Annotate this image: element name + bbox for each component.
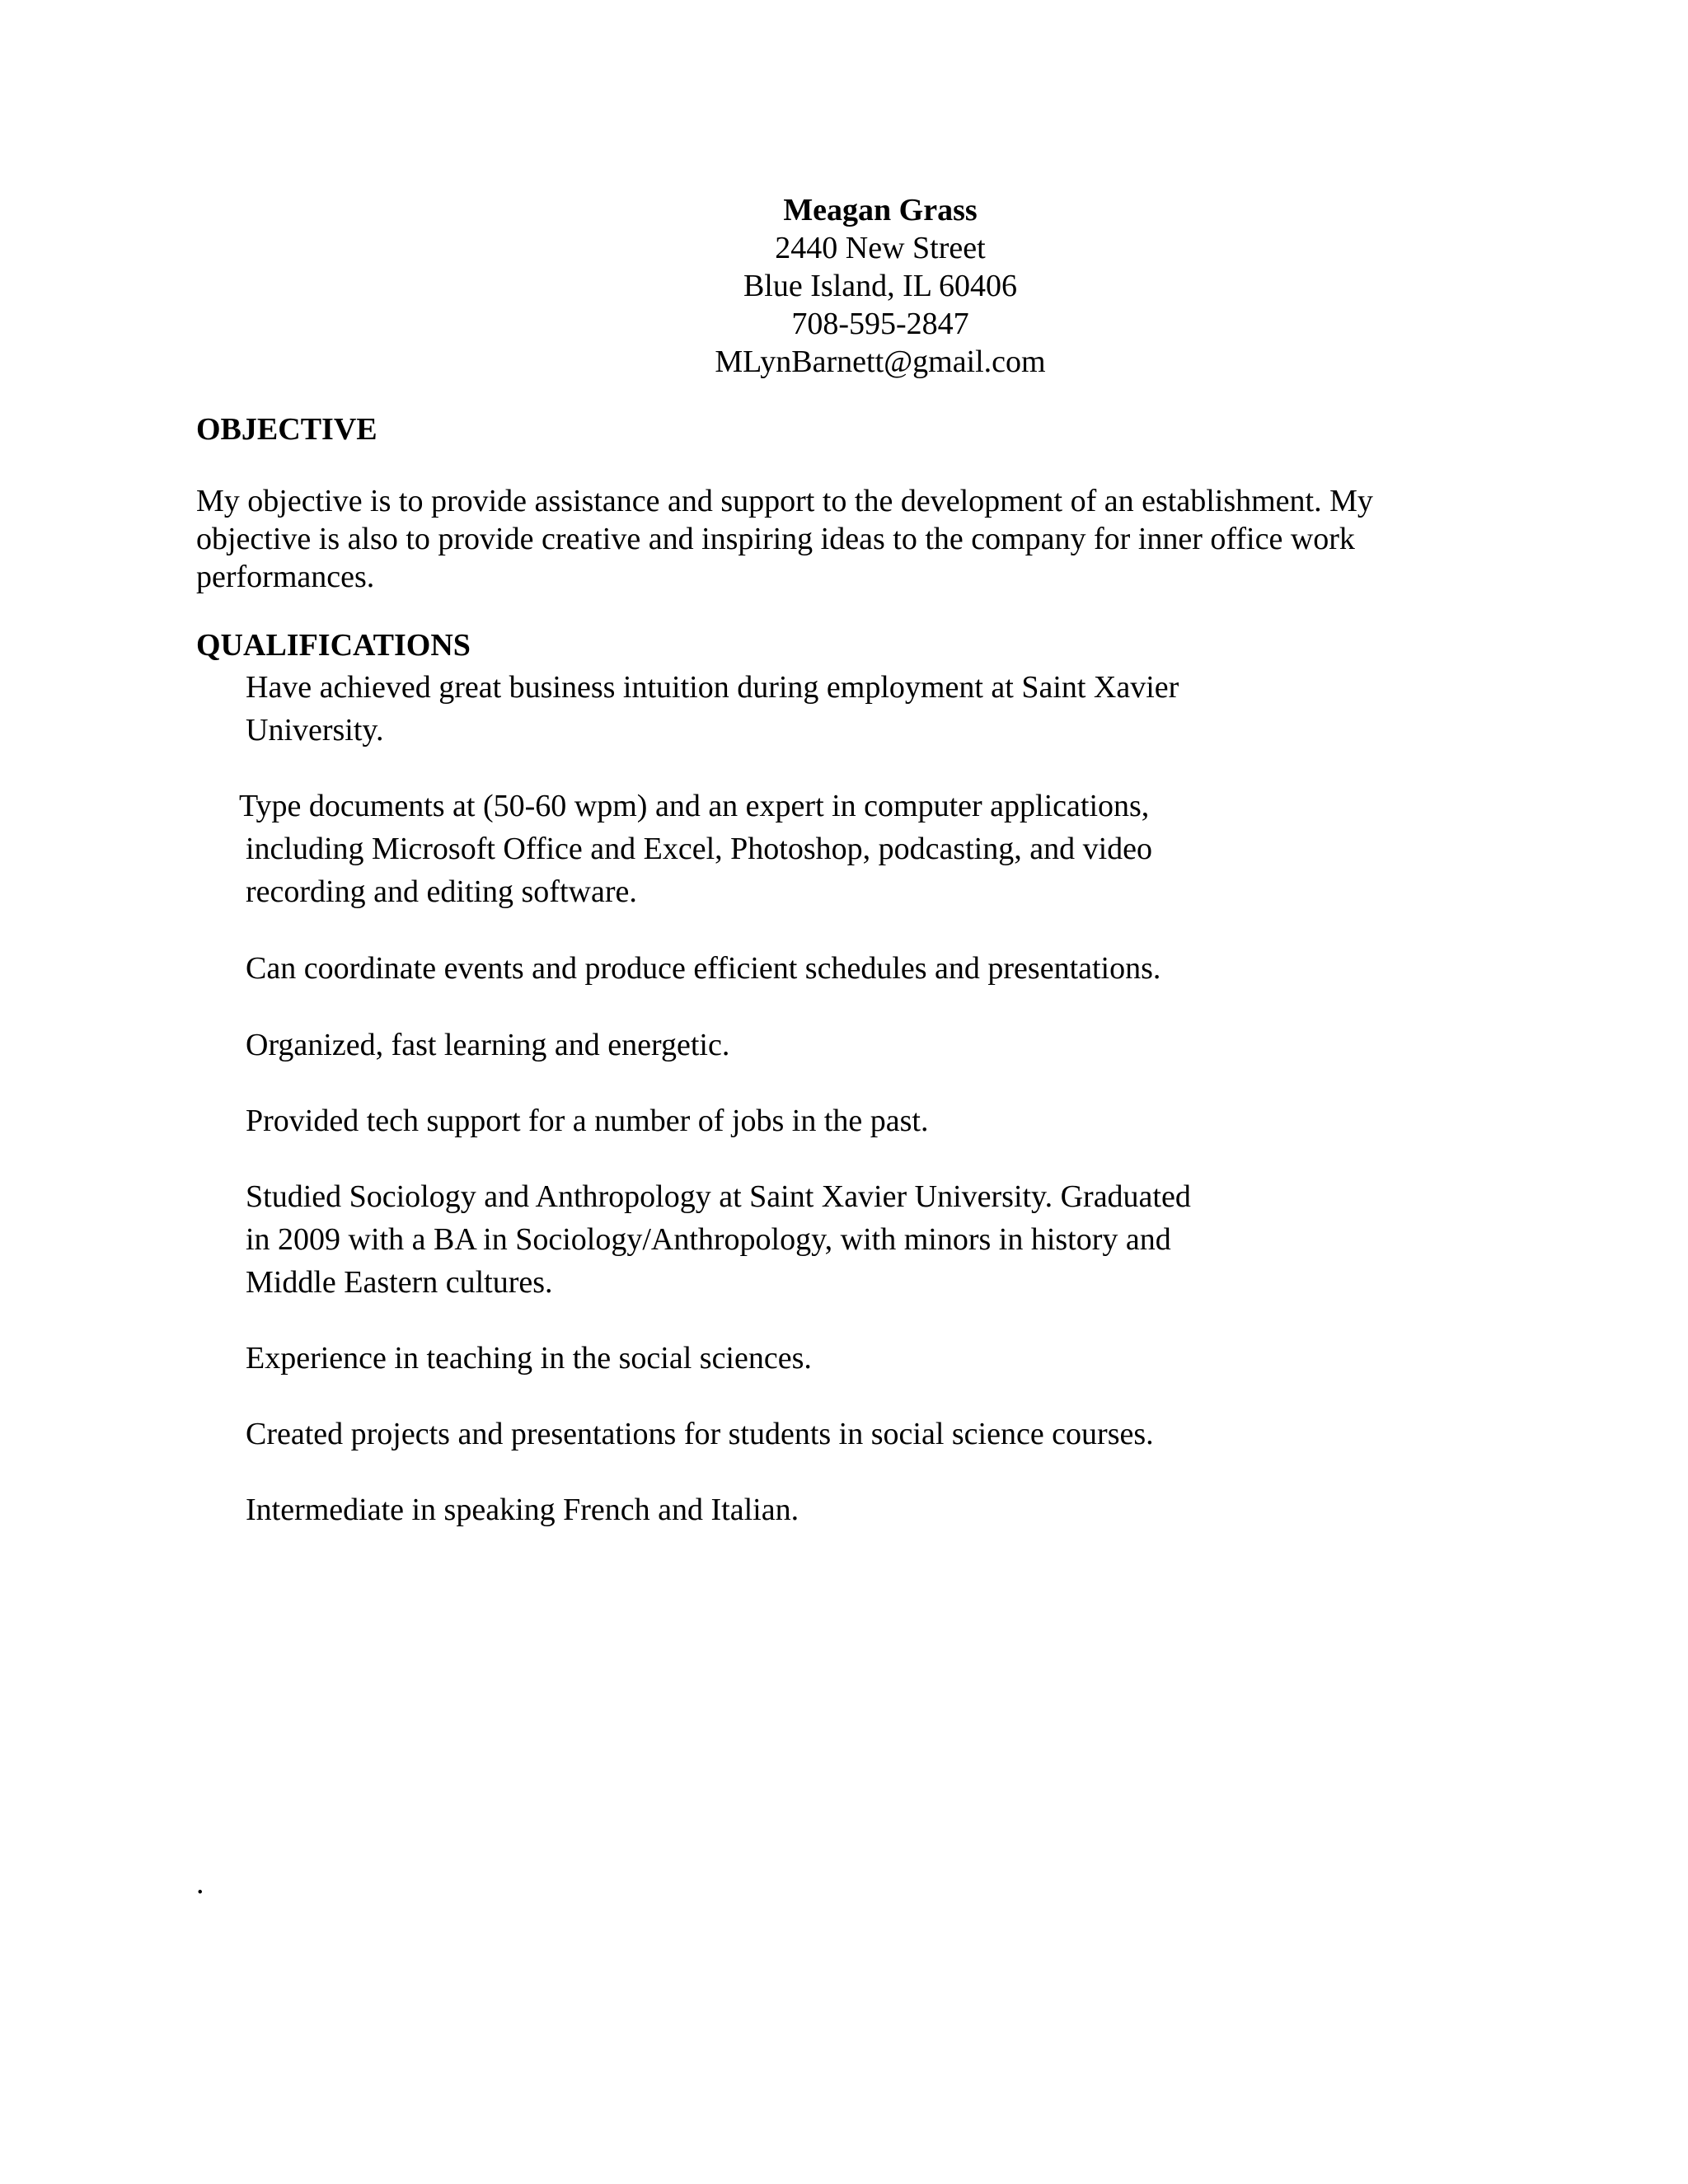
qualification-line: Created projects and presentations for students in social science courses. xyxy=(246,1417,1154,1451)
qualification-item xyxy=(239,785,1152,913)
qualification-item xyxy=(246,1099,928,1142)
qualification-line: Organized, fast learning and energetic. xyxy=(246,1028,730,1062)
qualification-line: including Microsoft Office and Excel, Photoshop, podcasting, and video xyxy=(246,832,1153,866)
objective-line: performances. xyxy=(196,560,375,594)
street-address: 2440 New Street xyxy=(775,231,986,265)
objective-heading: OBJECTIVE xyxy=(196,412,377,447)
qualification-line: Experience in teaching in the social sciences. xyxy=(246,1341,812,1376)
qualification-line: Type documents at (50-60 wpm) and an expert in computer applications, xyxy=(239,789,1150,823)
qualification-line: Can coordinate events and produce efficient schedules and presentations. xyxy=(246,951,1161,986)
qualification-line: Studied Sociology and Anthropology at Saint Xavier University. Graduated xyxy=(246,1179,1191,1214)
qualification-item xyxy=(246,1175,1191,1304)
objective-line: My objective is to provide assistance and support to the development of an establishment. My xyxy=(196,484,1373,518)
objective-line: objective is also to provide creative and inspiring ideas to the company for inner office work xyxy=(196,522,1355,556)
qualification-line: Middle Eastern cultures. xyxy=(246,1265,553,1300)
qualification-line: recording and editing software. xyxy=(246,874,637,909)
qualification-line: University. xyxy=(246,713,384,748)
qualification-item xyxy=(246,1337,812,1380)
contact-header xyxy=(0,191,1688,381)
email-address: MLynBarnett@gmail.com xyxy=(715,344,1046,379)
qualification-line: Provided tech support for a number of jobs in the past. xyxy=(246,1104,929,1138)
qualification-item xyxy=(246,1413,1154,1455)
city-state-zip: Blue Island, IL 60406 xyxy=(743,269,1018,303)
qualifications-heading: QUALIFICATIONS xyxy=(196,628,471,663)
applicant-name: Meagan Grass xyxy=(783,193,978,227)
qualification-item xyxy=(246,1024,729,1066)
qualification-line: Intermediate in speaking French and Italian. xyxy=(246,1493,799,1527)
footer-period: . xyxy=(196,1866,204,1900)
qualification-item xyxy=(246,666,1179,752)
qualification-line: in 2009 with a BA in Sociology/Anthropology, with minors in history and xyxy=(246,1222,1171,1257)
qualification-line: Have achieved great business intuition during employment at Saint Xavier xyxy=(246,670,1179,705)
phone-number: 708-595-2847 xyxy=(791,307,969,341)
qualification-item xyxy=(246,947,1160,990)
qualification-item xyxy=(246,1488,799,1531)
objective-paragraph xyxy=(196,482,1449,596)
